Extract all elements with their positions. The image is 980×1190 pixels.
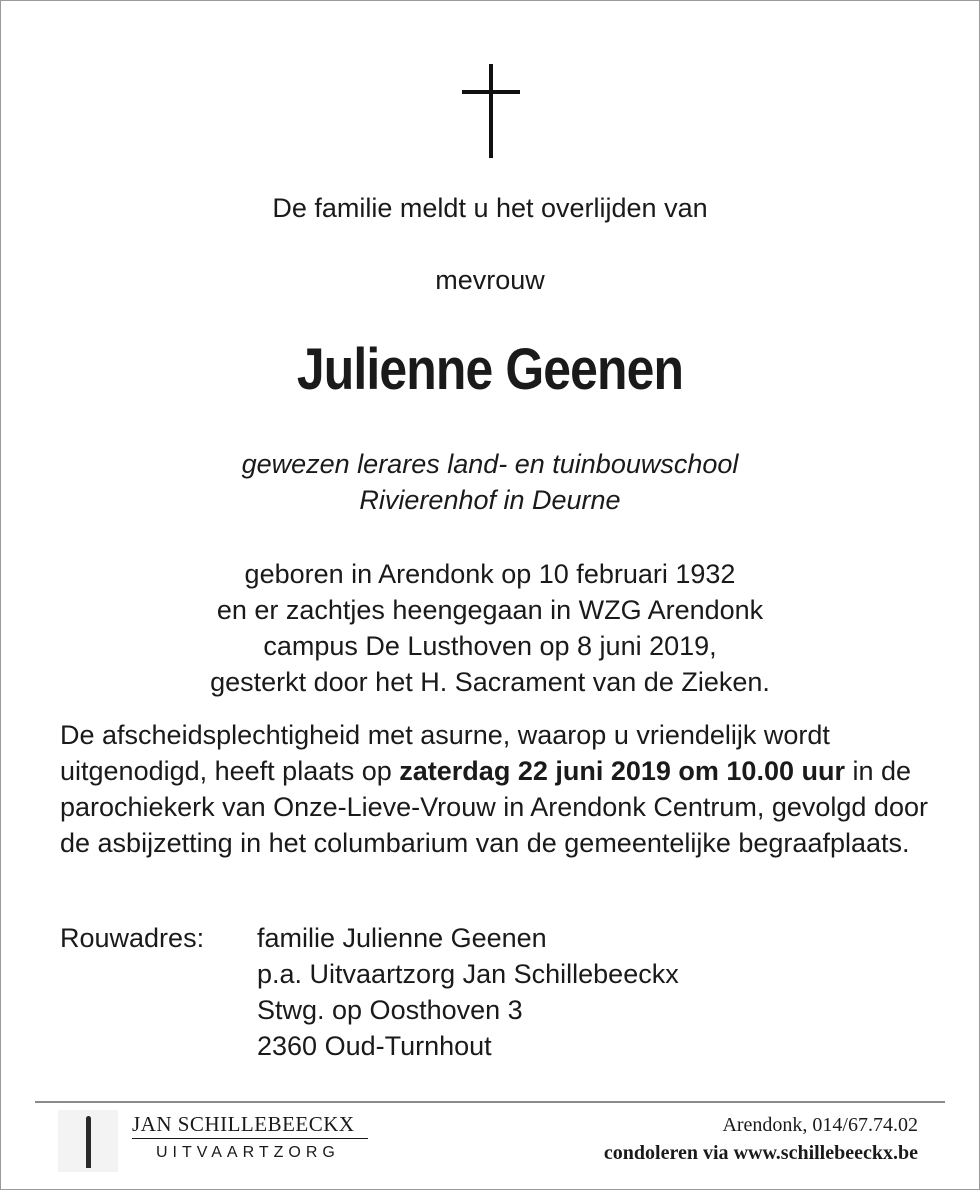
biography xyxy=(0,556,980,700)
ceremony-text: De afscheidsplechtigheid met asurne, waarop u vriendelijk wordt uitgenodigd, heeft plaats op xyxy=(60,720,830,786)
bio-line: en er zachtjes heengegaan in WZG Arendonk xyxy=(216,595,764,625)
contact-line: Arendonk, 014/67.74.02 xyxy=(722,1114,918,1136)
address-line: Stwg. op Oosthoven 3 xyxy=(257,995,523,1025)
ceremony-datetime: zaterdag 22 juni 2019 om 10.00 uur xyxy=(399,756,845,786)
address-lines xyxy=(257,920,679,1064)
address-line: familie Julienne Geenen xyxy=(257,923,547,953)
ceremony-paragraph xyxy=(60,717,940,861)
honorific: mevrouw xyxy=(435,265,545,295)
address-line: 2360 Oud-Turnhout xyxy=(257,1031,492,1061)
bio-line: geboren in Arendonk op 10 februari 1932 xyxy=(244,559,736,589)
brand-subtitle: UITVAARTZORG xyxy=(156,1144,340,1161)
deceased-name: Julienne Geenen xyxy=(296,337,684,402)
ceremony-text: in de parochiekerk van Onze-Lieve-Vrouw in Arendonk Centrum, gevolgd door de asbijzetting in het columbarium van de gemeentelijke begraafplaats. xyxy=(60,756,928,858)
contact-block xyxy=(604,1111,918,1167)
address-line: p.a. Uitvaartzorg Jan Schillebeeckx xyxy=(257,959,679,989)
condolence-link[interactable]: www.schillebeeckx.be xyxy=(733,1142,918,1164)
address-label: Rouwadres: xyxy=(60,923,205,953)
brand-name: JAN SCHILLEBEECKX xyxy=(132,1112,355,1136)
occupation-line: Rivierenhof in Deurne xyxy=(359,485,621,515)
brand-underline xyxy=(132,1138,368,1139)
condolence-line: condoleren via www.schillebeeckx.be xyxy=(603,1142,918,1164)
occupation xyxy=(0,446,980,518)
bio-line: gesterkt door het H. Sacrament van de Zieken. xyxy=(210,667,770,697)
intro-text: De familie meldt u het overlijden van xyxy=(272,193,708,223)
occupation-line: gewezen lerares land- en tuinbouwschool xyxy=(241,449,739,479)
footer-divider xyxy=(35,1101,945,1103)
cypress-tree-logo-icon xyxy=(58,1110,118,1172)
cross-icon xyxy=(462,64,520,158)
bio-line: campus De Lusthoven op 8 juni 2019, xyxy=(263,631,717,661)
